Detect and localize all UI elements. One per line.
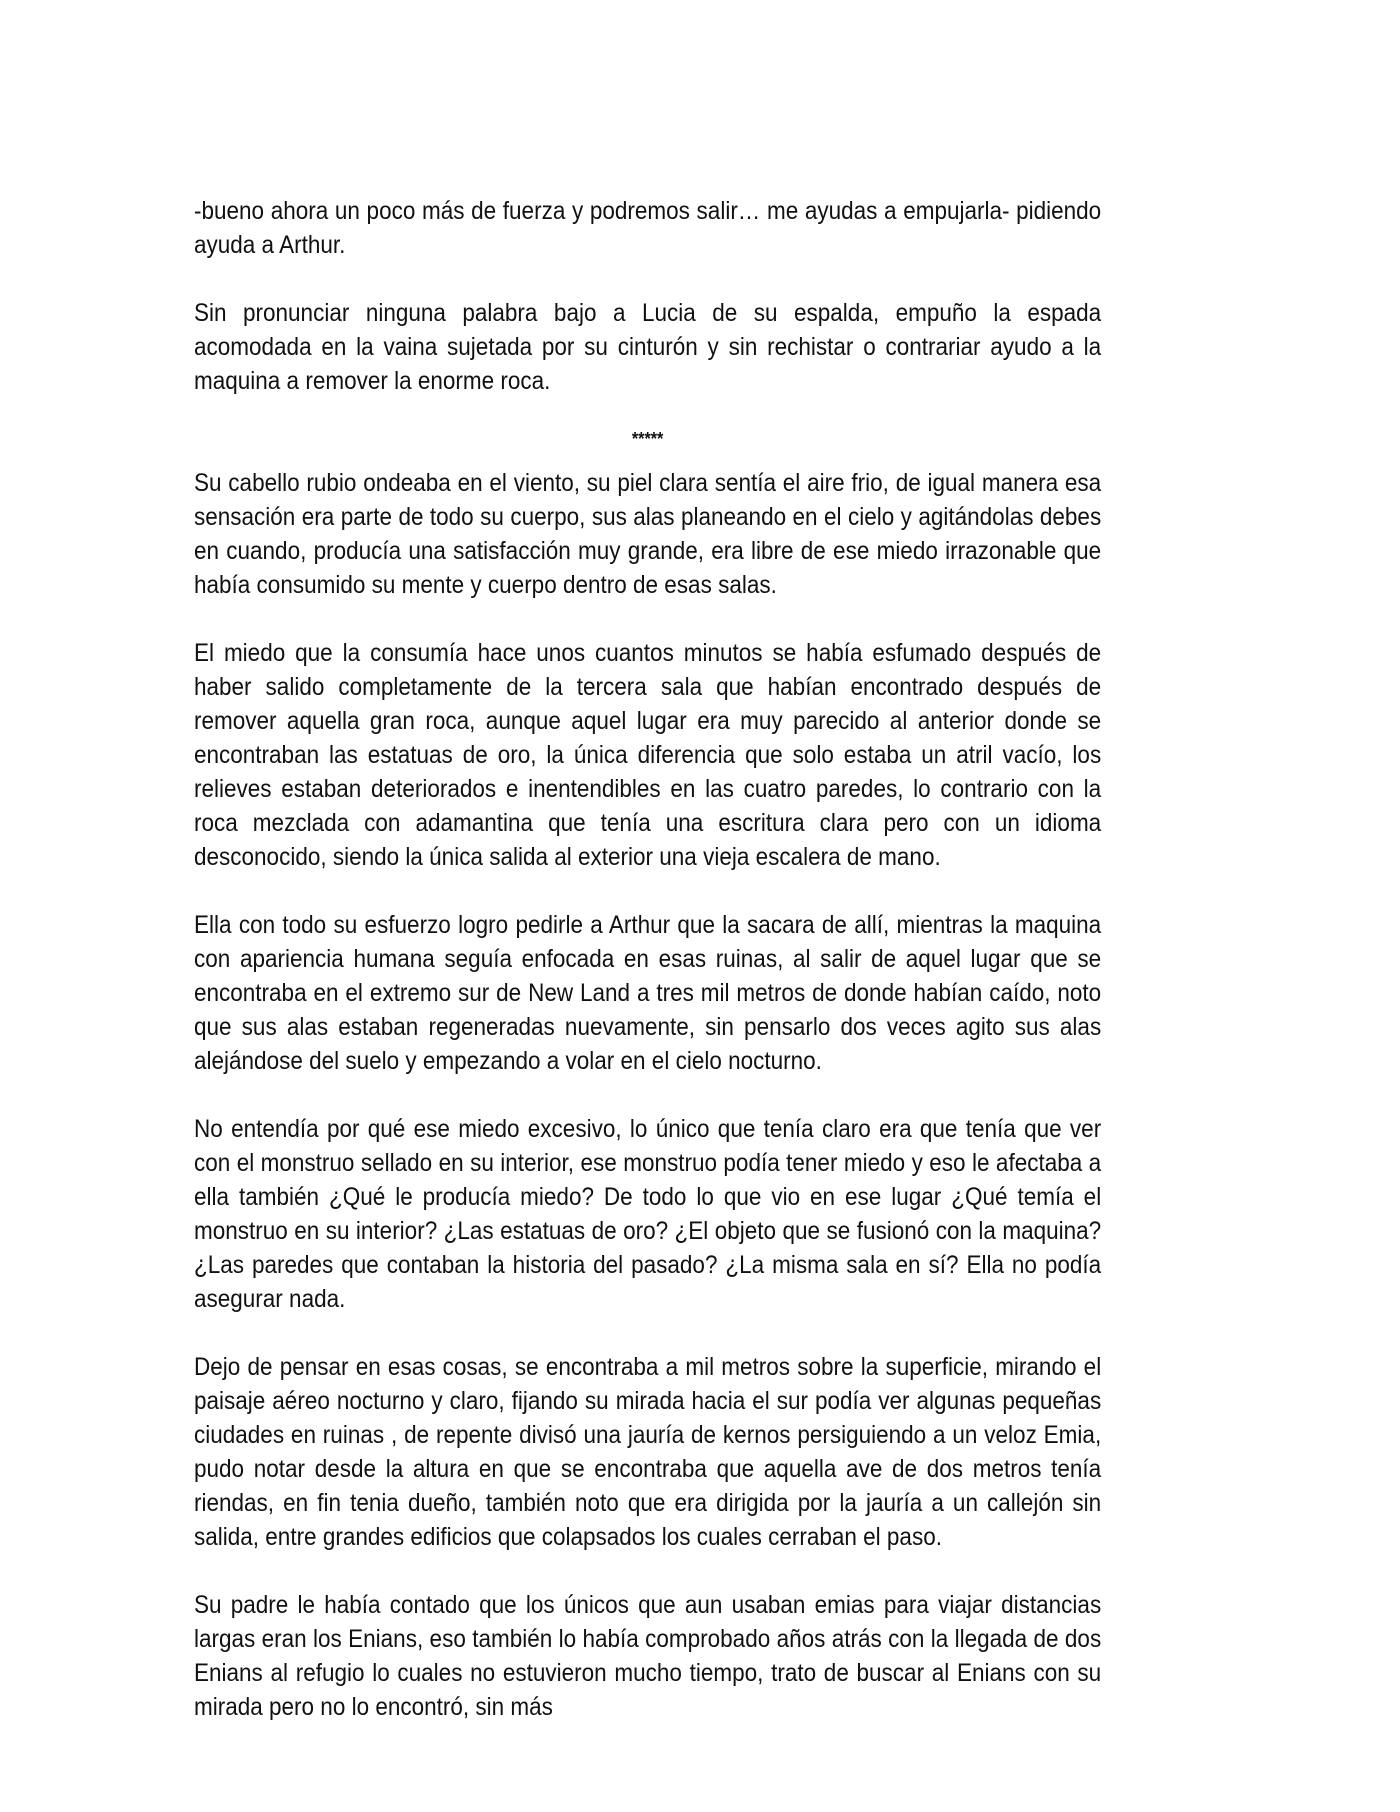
paragraph-1: -bueno ahora un poco más de fuerza y podremos salir… me ayudas a empujarla- pidiendo ayuda a Arthur. <box>194 197 1102 259</box>
document-body <box>194 194 1101 1758</box>
paragraph-5: Ella con todo su esfuerzo logro pedirle a Arthur que la sacara de allí, mientras la maquina con apariencia humana seguía enfocada en esas ruinas, al salir de aquel lugar que se encontraba en el extremo sur de New Land a tres mil metros de donde habían caído, noto que sus alas estaban regeneradas nuevamente, sin pensarlo dos veces agito sus alas alejándose del suelo y empezando a volar en el cielo nocturno. <box>194 911 1102 1075</box>
paragraph-7: Dejo de pensar en esas cosas, se encontraba a mil metros sobre la superficie, mirando el paisaje aéreo nocturno y claro, fijando su mirada hacia el sur podía ver algunas pequeñas ciudades en ruinas , de repente divisó una jauría de kernos persiguiendo a un veloz Emia, pudo notar desde la altura en que se encontraba que aquella ave de dos metros tenía riendas, en fin tenia dueño, también noto que era dirigida por la jauría a un callejón sin salida, entre grandes edificios que colapsados los cuales cerraban el paso. <box>194 1353 1102 1551</box>
paragraph-8: Su padre le había contado que los únicos que aun usaban emias para viajar distancias largas eran los Enians, eso también lo había comprobado años atrás con la llegada de dos Enians al refugio lo cuales no estuvieron mucho tiempo, trato de buscar al Enians con su mirada pero no lo encontró, sin más <box>194 1591 1102 1721</box>
paragraph-2: Sin pronunciar ninguna palabra bajo a Lucia de su espalda, empuño la espada acomodada en la vaina sujetada por su cinturón y sin rechistar o contrariar ayudo a la maquina a remover la enorme roca. <box>194 299 1102 395</box>
paragraph-3: Su cabello rubio ondeaba en el viento, su piel clara sentía el aire frio, de igual manera esa sensación era parte de todo su cuerpo, sus alas planeando en el cielo y agitándolas debes en cuando, producía una satisfacción muy grande, era libre de ese miedo irrazonable que había consumido su mente y cuerpo dentro de esas salas. <box>194 469 1102 599</box>
paragraph-6: No entendía por qué ese miedo excesivo, lo único que tenía claro era que tenía que ver con el monstruo sellado en su interior, ese monstruo podía tener miedo y eso le afectaba a ella también ¿Qué le producía miedo? De todo lo que vio en ese lugar ¿Qué temía el monstruo en su interior? ¿Las estatuas de oro? ¿El objeto que se fusionó con la maquina? ¿Las paredes que contaban la historia del pasado? ¿La misma sala en sí? Ella no podía asegurar nada. <box>194 1115 1102 1313</box>
scene-break: ***** <box>631 429 664 449</box>
paragraph-4: El miedo que la consumía hace unos cuantos minutos se había esfumado después de haber salido completamente de la tercera sala que habían encontrado después de remover aquella gran roca, aunque aquel lugar era muy parecido al anterior donde se encontraban las estatuas de oro, la única diferencia que solo estaba un atril vacío, los relieves estaban deteriorados e inentendibles en las cuatro paredes, lo contrario con la roca mezclada con adamantina que tenía una escritura clara pero con un idioma desconocido, siendo la única salida al exterior una vieja escalera de mano. <box>194 639 1102 871</box>
